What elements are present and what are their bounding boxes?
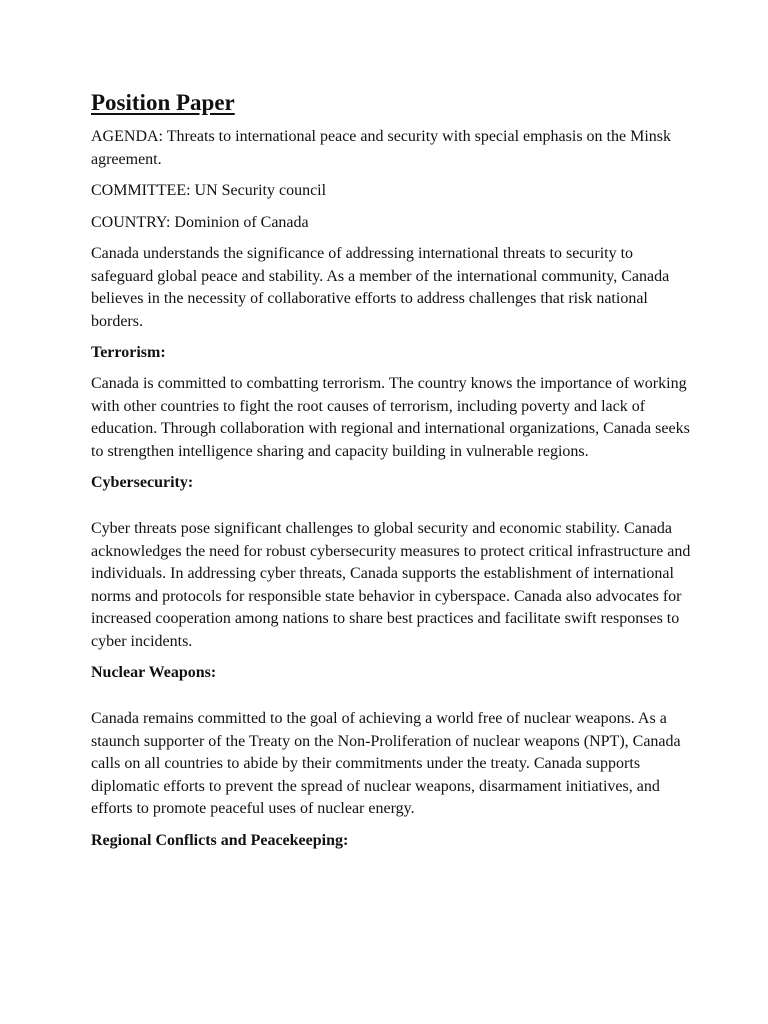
section-heading-terrorism: Terrorism: xyxy=(91,344,166,361)
country-line: COUNTRY: Dominion of Canada xyxy=(91,213,309,231)
document-page xyxy=(91,88,691,861)
agenda-line: AGENDA: Threats to international peace and security with special emphasis on the Minsk agreement. xyxy=(91,128,671,168)
intro-paragraph: Canada understands the significance of addressing international threats to security to safeguard global peace and stability. As a member of the international community, Canada believes in the necessity of collaborative efforts to address challenges that risk national borders. xyxy=(91,245,670,330)
section-heading-nuclear-weapons: Nuclear Weapons: xyxy=(91,664,217,681)
section-body-nuclear-weapons: Canada remains committed to the goal of achieving a world free of nuclear weapons. As a staunch supporter of the Treaty on the Non-Proliferation of nuclear weapons (NPT), Canada calls on all countries to abide by their commitments under the treaty. Canada supports diplomatic efforts to prevent the spread of nuclear weapons, disarmament initiatives, and efforts to promote peaceful uses of nuclear energy. xyxy=(91,710,681,817)
section-body-terrorism: Canada is committed to combatting terrorism. The country knows the importance of working with other countries to fight the root causes of terrorism, including poverty and lack of education. Through collaboration with regional and international organizations, Canada seeks to strengthen intelligence sharing and capacity building in vulnerable regions. xyxy=(91,375,690,460)
section-body-cybersecurity: Cyber threats pose significant challenges to global security and economic stability. Canada acknowledges the need for robust cybersecurity measures to protect critical infrastructure and individuals. In addressing cyber threats, Canada supports the establishment of international norms and protocols for responsible state behavior in cyberspace. Canada also advocates for increased cooperation among nations to share best practices and facilitate swift responses to cyber incidents. xyxy=(91,520,691,650)
section-heading-cybersecurity: Cybersecurity: xyxy=(91,474,194,491)
committee-line: COMMITTEE: UN Security council xyxy=(91,182,327,199)
section-heading-regional-conflicts: Regional Conflicts and Peacekeeping: xyxy=(91,831,349,849)
page-title: Position Paper xyxy=(91,90,235,115)
